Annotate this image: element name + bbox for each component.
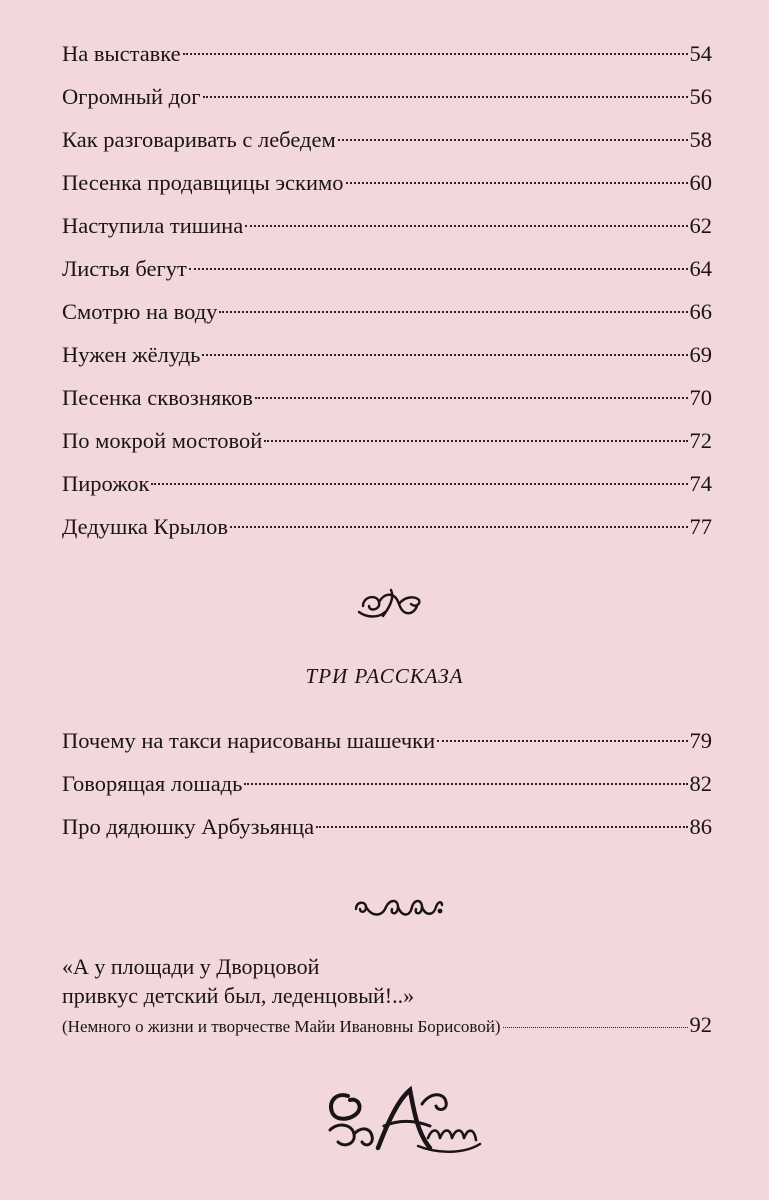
toc-leader-dots <box>203 96 688 98</box>
afterword-page: 92 <box>689 1012 712 1037</box>
toc-entry-title: Огромный дог <box>62 84 201 109</box>
toc-leader-dots <box>219 311 687 313</box>
toc-entry-title: Песенка сквозняков <box>62 385 253 410</box>
toc-entry-title: Говорящая лошадь <box>62 771 243 796</box>
toc-entry[interactable] <box>62 462 712 505</box>
toc-list-poems <box>62 32 712 548</box>
toc-leader-dots <box>346 182 688 184</box>
afterword-subtitle: (Немного о жизни и творчестве Майи Ивановны Борисовой) <box>62 1017 501 1036</box>
afterword-entry[interactable] <box>62 952 712 1042</box>
toc-entry-page: 62 <box>689 213 712 238</box>
toc-entry-title: Дедушка Крылов <box>62 514 229 539</box>
toc-entry-page: 74 <box>689 471 712 496</box>
toc-entry-page: 86 <box>689 814 712 839</box>
toc-leader-dots <box>503 1027 688 1028</box>
toc-entry-title: Песенка продавщицы эскимо <box>62 170 344 195</box>
toc-entry-title: Наступила тишина <box>62 213 244 238</box>
toc-entry[interactable] <box>62 333 712 376</box>
toc-leader-dots <box>245 225 687 227</box>
toc-entry[interactable] <box>62 419 712 462</box>
toc-entry[interactable] <box>62 376 712 419</box>
toc-entry-page: 54 <box>689 41 712 66</box>
toc-entry-page: 70 <box>689 385 712 410</box>
toc-entry-page: 82 <box>689 771 712 796</box>
toc-leader-dots <box>255 397 688 399</box>
toc-leader-dots <box>189 268 688 270</box>
toc-entry[interactable] <box>62 719 712 762</box>
toc-entry-title: Пирожок <box>62 471 150 496</box>
flourish-ornament <box>355 584 427 624</box>
toc-entry[interactable] <box>62 161 712 204</box>
toc-entry[interactable] <box>62 247 712 290</box>
toc-entry[interactable] <box>62 762 712 805</box>
toc-entry-title: На выставке <box>62 41 181 66</box>
toc-entry-title: Листья бегут <box>62 256 187 281</box>
toc-entry-page: 60 <box>689 170 712 195</box>
toc-entry[interactable] <box>62 118 712 161</box>
toc-leader-dots <box>264 440 687 442</box>
toc-entry-title: Нужен жёлудь <box>62 342 201 367</box>
swirl-ornament <box>352 893 446 925</box>
toc-entry-page: 64 <box>689 256 712 281</box>
toc-leader-dots <box>202 354 687 356</box>
toc-leader-dots <box>316 826 687 828</box>
toc-entry[interactable] <box>62 75 712 118</box>
monogram-ornament <box>318 1082 486 1158</box>
toc-entry-page: 79 <box>689 728 712 753</box>
toc-leader-dots <box>244 783 687 785</box>
toc-entry[interactable] <box>62 32 712 75</box>
toc-leader-dots <box>151 483 687 485</box>
toc-entry-page: 58 <box>689 127 712 152</box>
toc-entry-page: 56 <box>689 84 712 109</box>
toc-entry-page: 72 <box>689 428 712 453</box>
section-title: ТРИ РАССКАЗА <box>305 664 464 688</box>
toc-entry-page: 77 <box>689 514 712 539</box>
toc-entry[interactable] <box>62 505 712 548</box>
afterword-quote-line2: привкус детский был, леденцовый!..» <box>62 983 415 1008</box>
toc-entry-page: 69 <box>689 342 712 367</box>
afterword-quote-line1: «А у площади у Дворцовой <box>62 954 320 979</box>
toc-entry[interactable] <box>62 204 712 247</box>
toc-entry-page: 66 <box>689 299 712 324</box>
toc-entry-title: Почему на такси нарисованы шашечки <box>62 728 436 753</box>
toc-leader-dots <box>230 526 687 528</box>
toc-entry-title: Смотрю на воду <box>62 299 218 324</box>
toc-leader-dots <box>338 139 688 141</box>
toc-entry-title: Про дядюшку Арбузьянца <box>62 814 315 839</box>
toc-entry-title: По мокрой мостовой <box>62 428 263 453</box>
toc-entry[interactable] <box>62 805 712 848</box>
toc-list-stories <box>62 719 712 848</box>
toc-leader-dots <box>437 740 687 742</box>
toc-entry[interactable] <box>62 290 712 333</box>
toc-entry-title: Как разговаривать с лебедем <box>62 127 336 152</box>
toc-leader-dots <box>183 53 688 55</box>
